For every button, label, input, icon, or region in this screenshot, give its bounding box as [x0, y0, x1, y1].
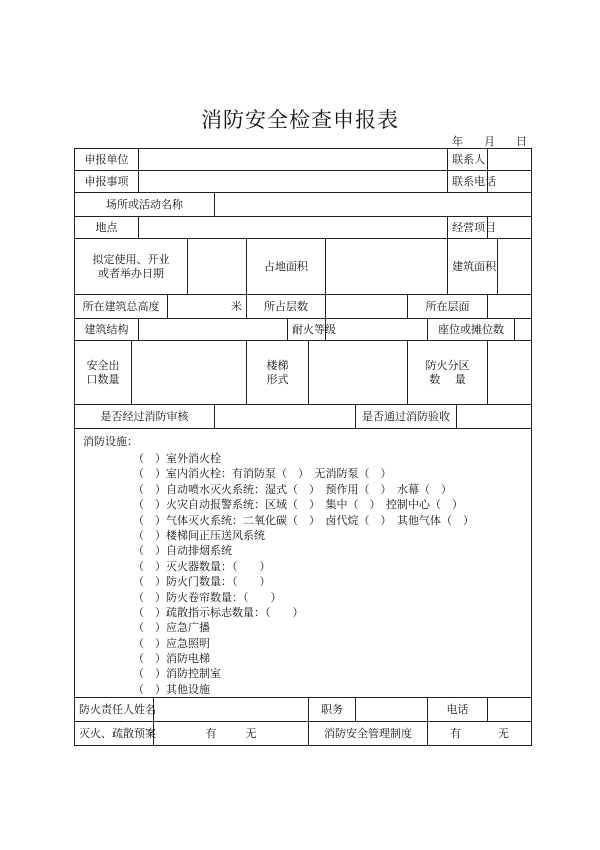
position-label: 职务 — [309, 698, 356, 722]
mgmt-system-no-option[interactable]: 无 — [498, 726, 510, 740]
date-month-label: 月 — [484, 135, 495, 148]
facility-item[interactable]: （ ）疏散指示标志数量：（ ） — [133, 605, 304, 619]
facilities-heading: 消防设施： — [83, 435, 138, 448]
structure-label: 建筑结构 — [75, 319, 139, 341]
evac-plan-no-option[interactable]: 无 — [245, 726, 257, 740]
facility-item[interactable]: （ ）消防电梯 — [133, 652, 210, 666]
floors-occupied-field[interactable] — [326, 295, 408, 319]
stairs-label: 楼梯 形式 — [247, 341, 309, 405]
building-area-label: 建筑面积 — [448, 239, 498, 295]
position-field[interactable] — [356, 698, 428, 722]
declaration-item-field[interactable] — [139, 171, 448, 193]
floor-level-label: 所在层面 — [408, 295, 488, 319]
planned-date-label: 拟定使用、开业 或者举办日期 — [75, 239, 188, 295]
fire-facilities-section — [75, 429, 532, 698]
floor-level-field[interactable] — [488, 295, 532, 319]
declaration-item-label: 申报事项 — [75, 171, 139, 193]
facility-item[interactable]: （ ）防火门数量：（ ） — [133, 575, 271, 589]
business-item-label: 经营项目 — [448, 217, 488, 239]
meter-unit-label: 米 — [231, 299, 242, 313]
seats-label: 座位或摊位数 — [428, 319, 515, 341]
mgmt-system-label: 消防安全管理制度 — [309, 722, 428, 746]
facility-item[interactable]: （ ）楼梯间正压送风系统 — [133, 528, 265, 542]
mgmt-system-yes-option[interactable]: 有 — [450, 726, 462, 740]
facility-item[interactable]: （ ）气体灭火系统：二氧化碳（ ） 卤代烷（ ） 其他气体（ ） — [133, 513, 474, 527]
date-year-label: 年 — [452, 135, 463, 148]
floor-area-label: 占地面积 — [247, 239, 326, 295]
fire-rating-field[interactable] — [326, 319, 428, 341]
facility-item[interactable]: （ ）自动喷水灭火系统：湿式（ ） 预作用（ ） 水幕（ ） — [133, 482, 452, 496]
declaration-form-table — [74, 148, 532, 746]
contact-person-label: 联系人 — [448, 149, 488, 171]
applicant-unit-field[interactable] — [139, 149, 448, 171]
phone-field[interactable] — [488, 698, 532, 722]
planned-date-field[interactable] — [188, 239, 247, 295]
facility-item[interactable]: （ ）火灾自动报警系统：区域（ ） 集中（ ） 控制中心（ ） — [133, 498, 463, 512]
building-height-label: 所在建筑总高度 — [75, 295, 168, 319]
fire-acceptance-field[interactable] — [457, 405, 532, 429]
phone-label: 电话 — [428, 698, 488, 722]
fire-officer-label: 防火责任人姓名 — [75, 698, 154, 722]
floor-area-field[interactable] — [326, 239, 448, 295]
facility-item[interactable]: （ ）其他设施 — [133, 682, 210, 696]
seats-field[interactable] — [515, 319, 532, 341]
venue-name-field[interactable] — [215, 193, 532, 217]
stairs-field[interactable] — [309, 341, 408, 405]
date-day-label: 日 — [516, 135, 527, 148]
structure-field[interactable] — [139, 319, 288, 341]
contact-person-field[interactable] — [488, 149, 532, 171]
evac-plan-label: 灭火、疏散预案 — [75, 722, 154, 746]
facility-item[interactable]: （ ）灭火器数量：（ ） — [133, 559, 271, 573]
fire-rating-label: 耐火等级 — [288, 319, 326, 341]
facility-item[interactable]: （ ）应急照明 — [133, 636, 210, 650]
page-title: 消防安全检查申报表 — [201, 108, 399, 132]
building-height-field[interactable] — [168, 295, 247, 319]
fire-officer-field[interactable] — [154, 698, 309, 722]
facility-item[interactable]: （ ）室外消火栓 — [133, 452, 221, 465]
applicant-unit-label: 申报单位 — [75, 149, 139, 171]
location-label: 地点 — [75, 217, 139, 239]
venue-name-label: 场所或活动名称 — [75, 193, 215, 217]
facility-item[interactable]: （ ）防火卷帘数量：（ ） — [133, 590, 282, 604]
location-field[interactable] — [139, 217, 448, 239]
building-area-field[interactable] — [498, 239, 532, 295]
facility-item[interactable]: （ ）消防控制室 — [133, 667, 221, 681]
exits-label: 安全出 口数量 — [75, 341, 132, 405]
evac-plan-field[interactable] — [154, 722, 309, 746]
fire-review-field[interactable] — [215, 405, 356, 429]
facility-item[interactable]: （ ）室内消火栓：有消防泵（ ） 无消防泵（ ） — [133, 467, 392, 481]
mgmt-system-field[interactable] — [428, 722, 532, 746]
evac-plan-yes-option[interactable]: 有 — [205, 726, 217, 740]
facility-item[interactable]: （ ）自动排烟系统 — [133, 544, 232, 558]
floors-occupied-label: 所占层数 — [247, 295, 326, 319]
contact-phone-label: 联系电话 — [448, 171, 488, 193]
fire-zones-label: 防火分区 数 量 — [408, 341, 488, 405]
fire-review-label: 是否经过消防审核 — [75, 405, 215, 429]
fire-acceptance-label: 是否通过消防验收 — [356, 405, 457, 429]
exits-field[interactable] — [132, 341, 247, 405]
facility-item[interactable]: （ ）应急广播 — [133, 621, 210, 635]
fire-zones-field[interactable] — [488, 341, 532, 405]
